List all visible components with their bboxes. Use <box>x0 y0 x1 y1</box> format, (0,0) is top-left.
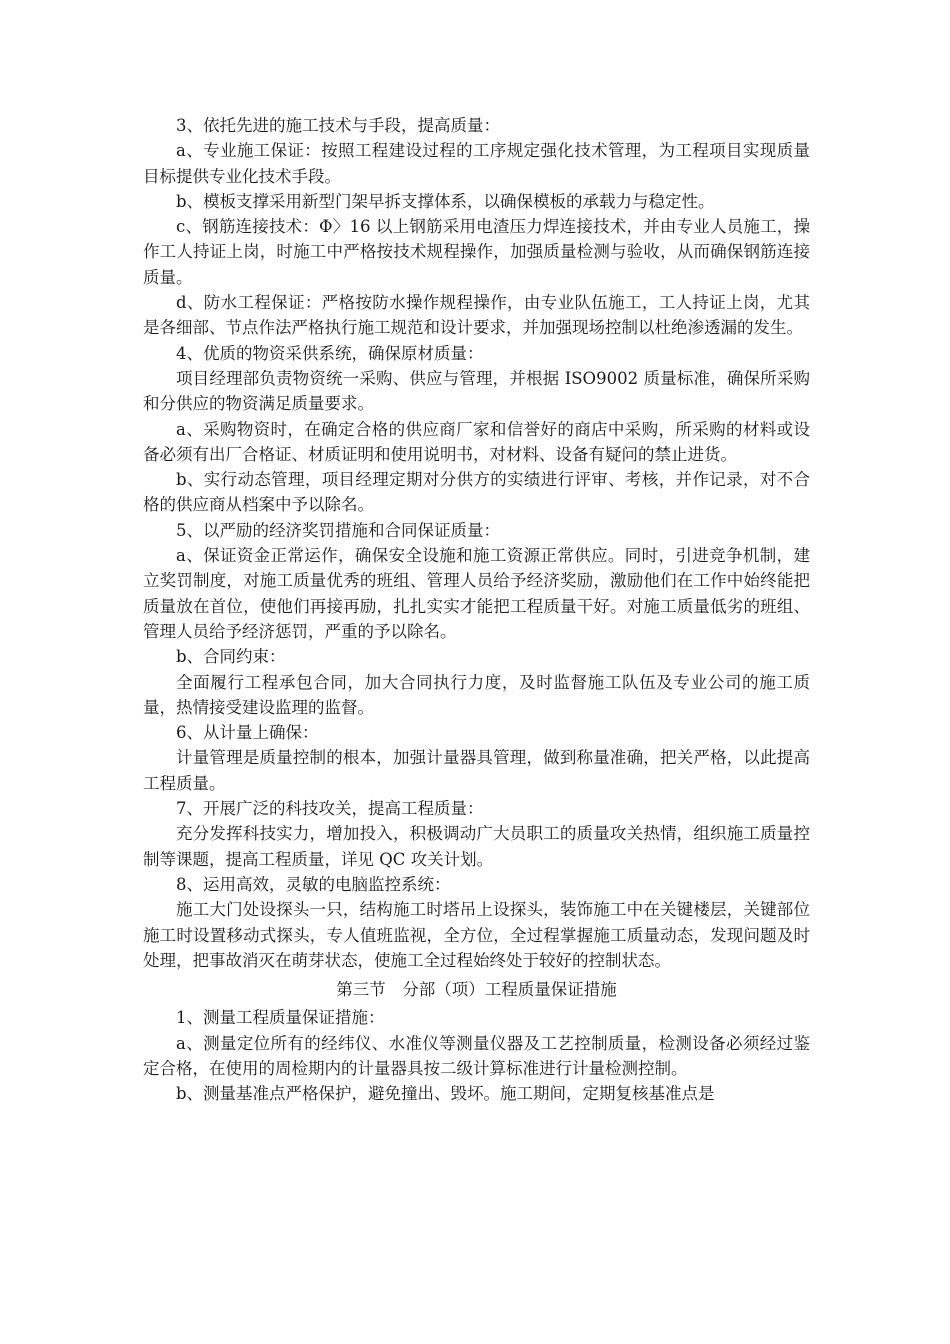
paragraph: 充分发挥科技实力，增加投入，积极调动广大员职工的质量攻关热情，组织施工质量控制等课题，提高工程质量，详见 QC 攻关计划。 <box>143 824 810 869</box>
paragraph: 3、依托先进的施工技术与手段，提高质量： <box>176 116 500 135</box>
paragraph: 项目经理部负责物资统一采购、供应与管理，并根据 ISO9002 质量标准，确保所采购和分供应的物资满足质量要求。 <box>143 368 810 414</box>
paragraph: b、模板支撑采用新型门架早拆支撑体系，以确保模板的承载力与稳定性。 <box>176 191 715 211</box>
paragraph: 8、运用高效，灵敏的电脑监控系统： <box>176 874 451 894</box>
paragraph: a、保证资金正常运作，确保安全设施和施工资源正常供应。同时，引进竞争机制，建立奖罚制度，对施工质量优秀的班组、管理人员给予经济奖励，激励他们在工作中始终能把质量放在首位，使他们再接再励，扎扎实实才能把工程质量干好。对施工质量低劣的班组、管理人员给予经济惩罚，严重的予以除名。 <box>143 546 810 641</box>
paragraph: b、实行动态管理，项目经理定期对分供方的实绩进行评审、考核，并作记录，对不合格的供应商从档案中予以除名。 <box>143 470 810 515</box>
paragraph: 全面履行工程承包合同，加大合同执行力度，及时监督施工队伍及专业公司的施工质量，热情接受建设监理的监督。 <box>143 672 810 717</box>
paragraph: d、防水工程保证：严格按防水操作规程操作，由专业队伍施工，工人持证上岗，尤其是各细部、节点作法严格执行施工规范和设计要求，并加强现场控制以杜绝渗透漏的发生。 <box>143 293 810 338</box>
paragraph: 6、从计量上确保： <box>176 723 319 743</box>
paragraph: a、测量定位所有的经纬仪、水准仪等测量仪器及工艺控制质量，检测设备必须经过鉴定合格，在使用的周检期内的计量器具按二级计算标准进行计量检测控制。 <box>143 1033 810 1078</box>
paragraph: b、测量基准点严格保护，避免撞出、毁坏。施工期间，定期复核基准点是 <box>176 1084 715 1104</box>
paragraph: c、钢筋连接技术：Φ〉16 以上钢筋采用电渣压力焊连接技术，并由专业人员施工，操作工人持证上岗，时施工中严格按技术规程操作，加强质量检测与验收，从而确保钢筋连接质量。 <box>143 217 810 287</box>
document-body <box>143 113 810 1107</box>
paragraph: 计量管理是质量控制的根本，加强计量器具管理，做到称量准确，把关严格，以此提高工程质量。 <box>143 748 810 793</box>
paragraph: b、合同约束： <box>176 647 286 667</box>
paragraph: 施工大门处设探头一只，结构施工时塔吊上设探头，装饰施工中在关键楼层，关键部位施工时设置移动式探头，专人值班监视，全方位，全过程掌握施工质量动态，发现问题及时处理，把事故消灭在萌芽状态，使施工全过程始终处于较好的控制状态。 <box>143 900 810 970</box>
paragraph: 5、以严励的经济奖罚措施和合同保证质量： <box>176 520 500 540</box>
paragraph: a、采购物资时，在确定合格的供应商厂家和信誉好的商店中采购，所采购的材料或设备必须有出厂合格证、材质证明和使用说明书，对材料、设备有疑问的禁止进货。 <box>143 419 810 464</box>
section-heading: 第三节 分部（项）工程质量保证措施 <box>336 980 617 1000</box>
paragraph: 7、开展广泛的科技攻关，提高工程质量： <box>176 799 484 819</box>
paragraph: 4、优质的物资采供系统，确保原材质量： <box>176 343 484 363</box>
paragraph: a、专业施工保证：按照工程建设过程的工序规定强化技术管理，为工程项目实现质量目标提供专业化技术手段。 <box>143 141 810 186</box>
paragraph: 1、测量工程质量保证措施： <box>176 1008 385 1028</box>
